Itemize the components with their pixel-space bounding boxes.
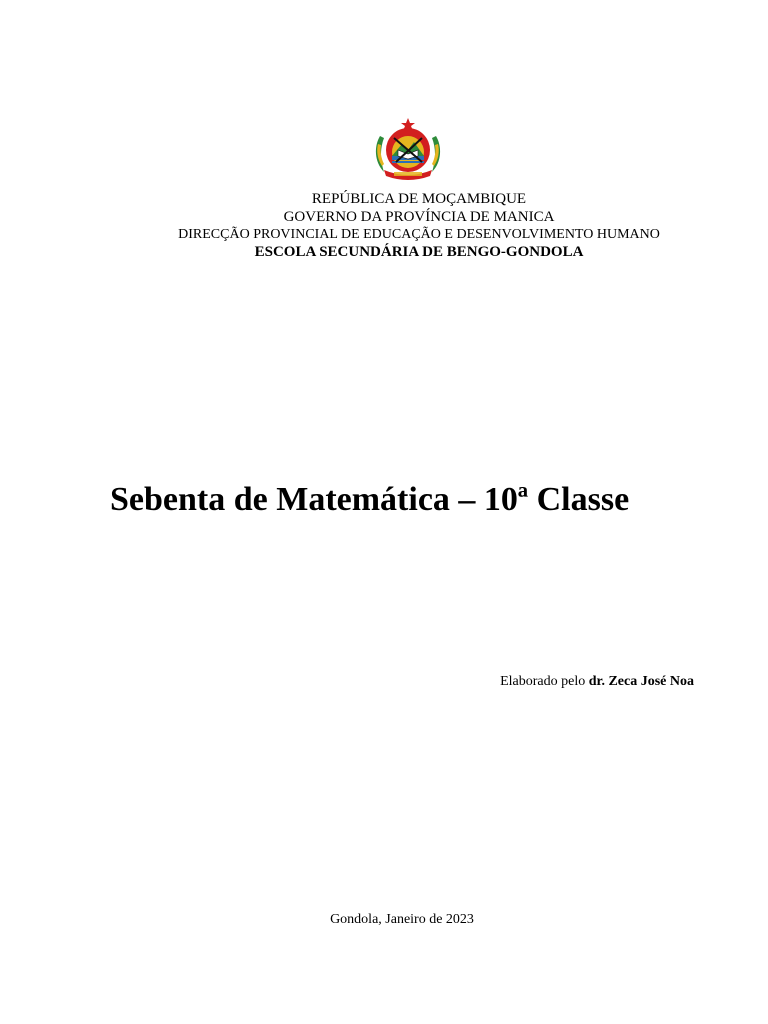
author-prefix: Elaborado pelo: [500, 674, 586, 689]
place-date: Gondola, Janeiro de 2023: [330, 912, 474, 927]
header-directorate: DIRECÇÃO PROVINCIAL DE EDUCAÇÃO E DESENVOLVIMENTO HUMANO: [178, 227, 660, 242]
author-credit: [500, 674, 694, 690]
author-name: dr. Zeca José Noa: [588, 674, 694, 689]
header-government: GOVERNO DA PROVÍNCIA DE MANICA: [283, 209, 555, 225]
document-title: Sebenta de Matemática – 10ª Classe: [110, 481, 630, 518]
header-school: ESCOLA SECUNDÁRIA DE BENGO-GONDOLA: [254, 244, 584, 260]
mozambique-coat-of-arms-icon: [370, 116, 446, 184]
header-country: REPÚBLICA DE MOÇAMBIQUE: [311, 191, 527, 207]
